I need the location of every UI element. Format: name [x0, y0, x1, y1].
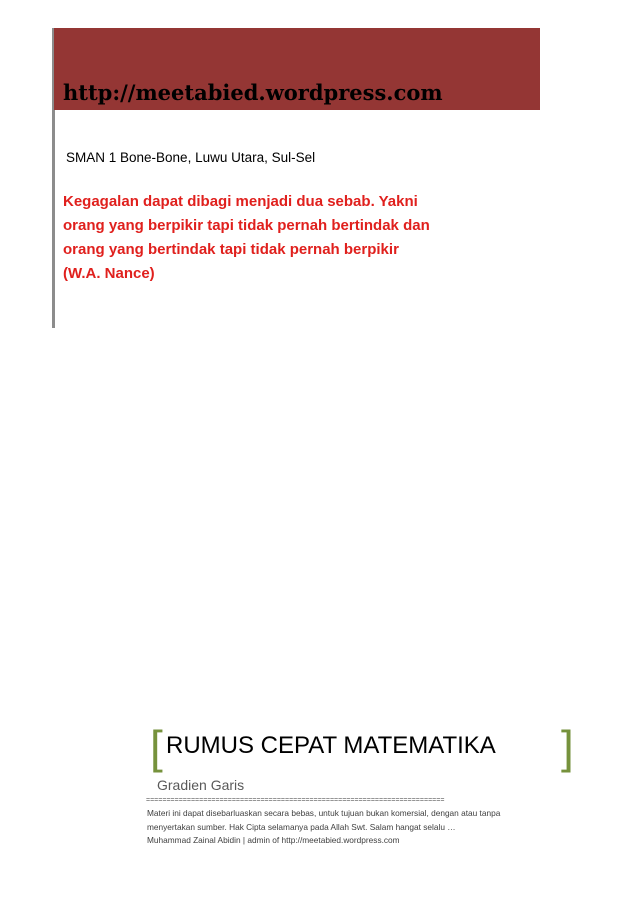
- footer-line: menyertakan sumber. Hak Cipta selamanya pada Allah Swt. Salam hangat selalu …: [147, 821, 456, 832]
- footer-notice: [147, 807, 577, 848]
- footer-line: Materi ini dapat disebarluaskan secara bebas, untuk tujuan bukan komersial, dengan atau tanpa: [147, 808, 501, 818]
- quote-block: [63, 190, 533, 286]
- quote-line: orang yang bertindak tapi tidak pernah berpikir: [63, 241, 399, 258]
- quote-line: Kegagalan dapat dibagi menjadi dua sebab. Yakni: [63, 193, 418, 210]
- title-bracket-open: [: [150, 721, 163, 773]
- title-bracket-close: ]: [561, 721, 574, 773]
- document-subtitle: Gradien Garis: [157, 777, 245, 793]
- school-name: SMAN 1 Bone-Bone, Luwu Utara, Sul-Sel: [66, 150, 316, 165]
- quote-author: (W.A. Nance): [63, 265, 155, 282]
- document-title: RUMUS CEPAT MATEMATIKA: [166, 732, 496, 759]
- separator-line: =========================================================================: [146, 797, 445, 804]
- quote-line: orang yang berpikir tapi tidak pernah bertindak dan: [63, 217, 430, 234]
- site-url[interactable]: http://meetabied.wordpress.com: [63, 80, 443, 105]
- footer-line: Muhammad Zainal Abidin | admin of http://meetabied.wordpress.com: [147, 835, 400, 845]
